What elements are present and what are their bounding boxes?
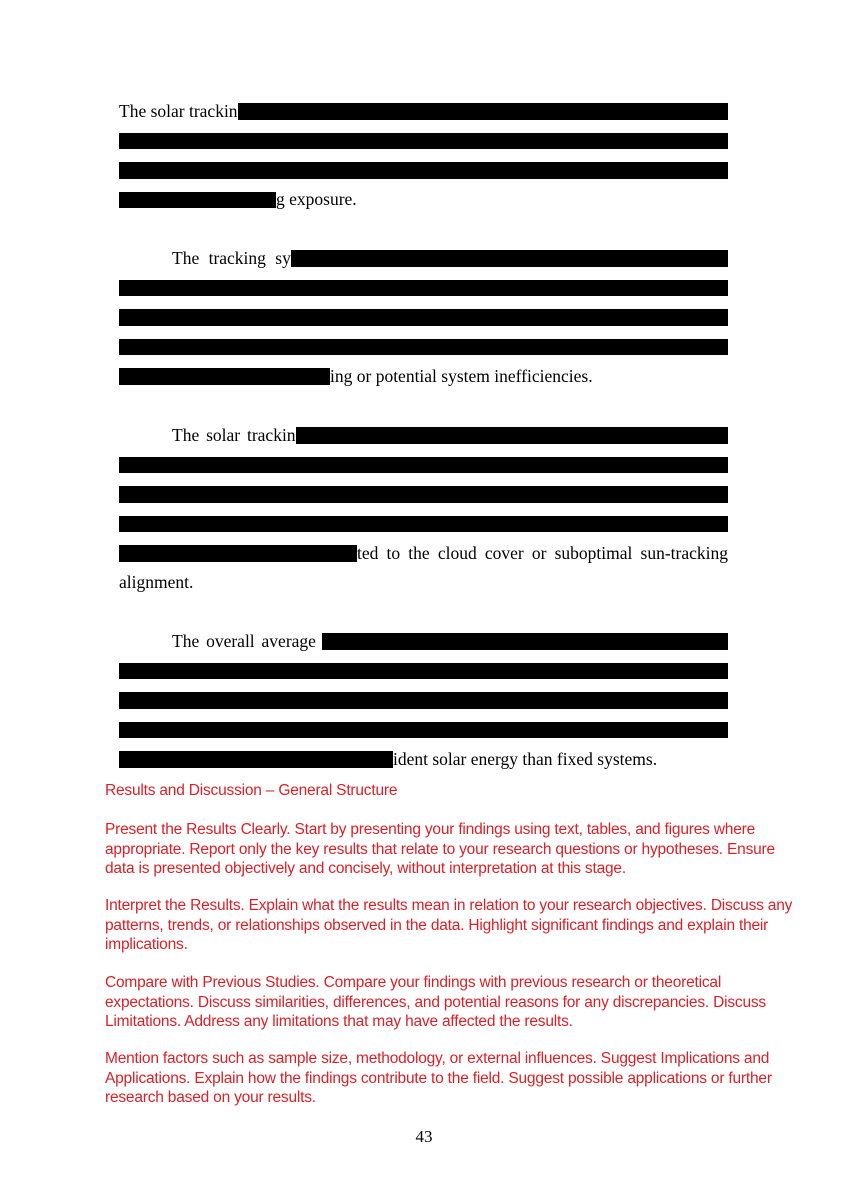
text-line bbox=[119, 273, 728, 303]
text-line bbox=[119, 745, 728, 775]
visible-text-fragment: ident solar energy than fixed systems. bbox=[393, 748, 658, 769]
text-line bbox=[119, 332, 728, 362]
redaction-bar bbox=[119, 280, 728, 297]
redaction-bar bbox=[119, 722, 728, 739]
text-line bbox=[119, 421, 728, 451]
redaction-bar bbox=[119, 162, 728, 179]
redacted-paragraph-2 bbox=[119, 244, 728, 392]
redaction-bar bbox=[119, 692, 728, 709]
redaction-bar bbox=[119, 309, 728, 326]
text-line bbox=[119, 627, 728, 657]
guidance-paragraph-2: Interpret the Results. Explain what the results mean in relation to your research objectives. Discuss any patterns, trends, or relationships observed in the data. Highlight significant findings and explain their implications. bbox=[105, 897, 793, 953]
visible-text-fragment: ted to the cloud cover or suboptimal sun-tracking bbox=[357, 542, 728, 563]
visible-text-fragment: The solar trackin bbox=[172, 424, 296, 445]
redaction-bar bbox=[322, 633, 728, 650]
text-line bbox=[119, 303, 728, 333]
text-line bbox=[119, 97, 728, 127]
redaction-bar bbox=[119, 545, 357, 562]
text-line bbox=[119, 244, 728, 274]
redaction-bar bbox=[119, 516, 728, 533]
visible-text-fragment: ing or potential system inefficiencies. bbox=[330, 365, 593, 386]
text-line bbox=[119, 509, 728, 539]
text-line bbox=[119, 450, 728, 480]
visible-text-fragment: The overall average bbox=[172, 630, 316, 651]
guidance-heading: Results and Discussion – General Structure bbox=[105, 782, 398, 799]
guidance-paragraph-3: Compare with Previous Studies. Compare your findings with previous research or theoretical expectations. Discuss similarities, differences, and potential reasons for any discrepancies. Discuss Limitations. Address any limitations that may have affected the results. bbox=[105, 974, 766, 1030]
redaction-bar bbox=[296, 427, 728, 444]
redaction-bar bbox=[119, 133, 728, 150]
redaction-bar bbox=[119, 663, 728, 680]
redaction-bar bbox=[119, 192, 276, 209]
redaction-bar bbox=[119, 339, 728, 356]
text-line bbox=[119, 156, 728, 186]
visible-text-fragment: The tracking sy bbox=[172, 247, 291, 268]
text-line bbox=[119, 715, 728, 745]
text-line bbox=[119, 185, 728, 215]
guidance-paragraph-4: Mention factors such as sample size, methodology, or external influences. Suggest Implications and Applications. Explain how the findings contribute to the field. Suggest possible applications or further research based on your results. bbox=[105, 1050, 772, 1106]
text-line bbox=[119, 686, 728, 716]
redacted-paragraph-1 bbox=[119, 97, 728, 215]
redaction-bar bbox=[291, 250, 728, 267]
redacted-paragraph-3 bbox=[119, 421, 728, 598]
text-line bbox=[119, 656, 728, 686]
text-line bbox=[119, 362, 728, 392]
visible-text-fragment: The solar trackin bbox=[119, 100, 238, 121]
visible-text-fragment: g exposure. bbox=[276, 189, 357, 210]
text-line bbox=[119, 480, 728, 510]
redaction-bar bbox=[119, 751, 393, 768]
page-number: 43 bbox=[415, 1127, 433, 1146]
redaction-bar bbox=[238, 103, 728, 120]
redaction-bar bbox=[119, 486, 728, 503]
visible-text-fragment: alignment. bbox=[119, 572, 194, 593]
text-line bbox=[119, 126, 728, 156]
redaction-bar bbox=[119, 457, 728, 474]
redacted-paragraph-4 bbox=[119, 627, 728, 775]
redaction-bar bbox=[119, 368, 330, 385]
guidance-paragraph-1: Present the Results Clearly. Start by presenting your findings using text, tables, and figures where appropriate. Report only the key results that relate to your research questions or hypotheses. Ensure data is presented objectively and concisely, without interpretation at this stage. bbox=[105, 821, 775, 877]
text-line bbox=[119, 568, 728, 598]
text-line bbox=[119, 539, 728, 569]
